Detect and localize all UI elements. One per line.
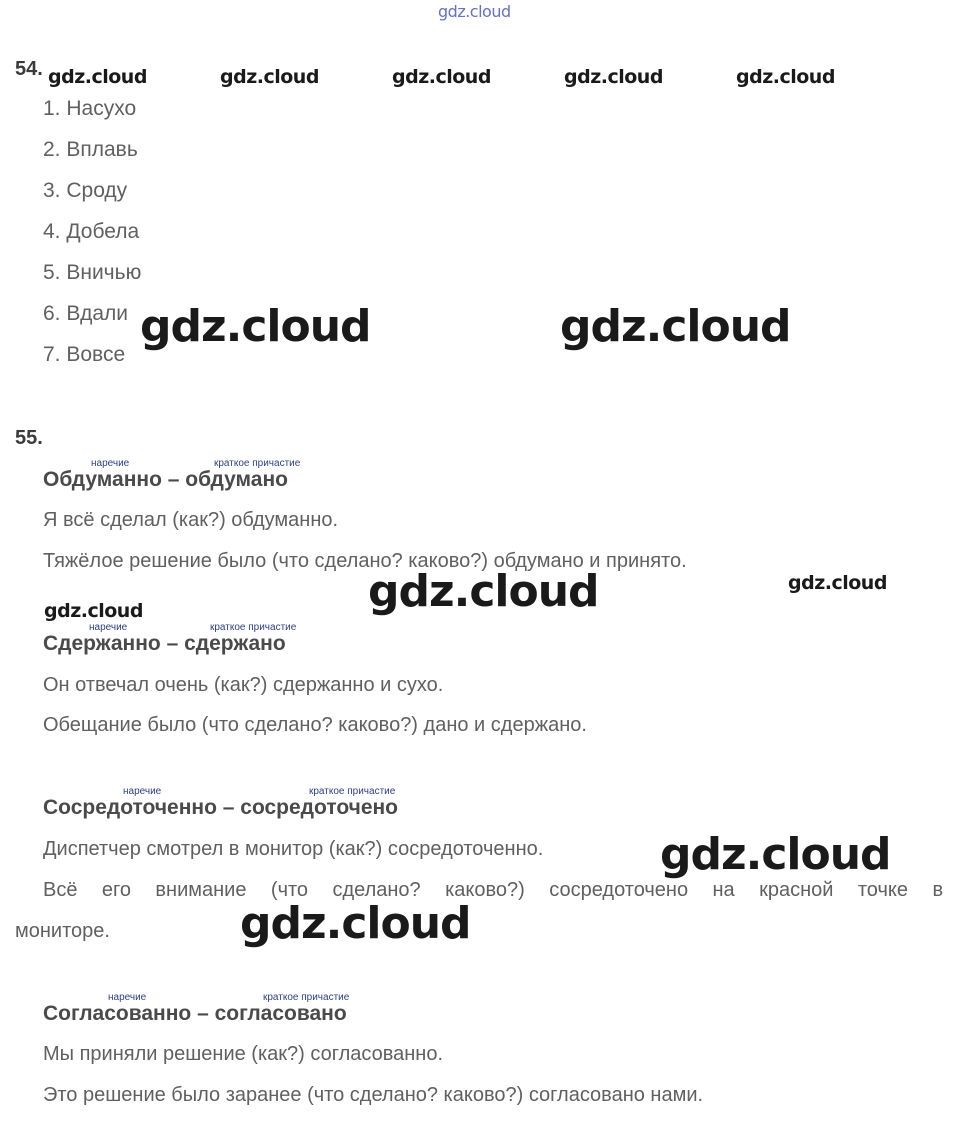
adverb-tag: наречие [108,992,147,1003]
word: точке [857,879,909,901]
watermark-top: gdz.cloud [438,2,511,21]
word: на [712,879,735,901]
watermark: gdz.cloud [240,898,471,949]
example-sentence: Я всё сделал (как?) обдуманно. [43,509,339,531]
list-item: 3. Сроду [43,179,128,202]
word-pair-heading: Согласованно – согласовано [43,1002,347,1025]
word-pair-heading: Обдуманно – обдумано [43,468,288,491]
word: в [932,879,944,901]
watermark: gdz.cloud [564,66,663,88]
watermark: gdz.cloud [788,572,887,594]
watermark: gdz.cloud [560,301,791,352]
watermark: gdz.cloud [140,301,371,352]
list-item: 7. Вовсе [43,343,126,366]
watermark: gdz.cloud [44,600,143,622]
word: Всё [43,879,78,901]
example-sentence: Тяжёлое решение было (что сделано? каково?) обдумано и принято. [43,550,687,572]
adverb-tag: наречие [123,786,162,797]
watermark: gdz.cloud [220,66,319,88]
word: его [101,879,131,901]
participle-tag: краткое причастие [263,992,350,1003]
word-pair-heading: Сдержанно – сдержано [43,632,286,655]
word: внимание [155,879,247,901]
example-sentence: Мы приняли решение (как?) согласованно. [43,1043,443,1065]
example-sentence-continuation: мониторе. [15,920,110,942]
example-sentence: Это решение было заранее (что сделано? каково?) согласовано нами. [43,1084,704,1106]
adverb-tag: наречие [91,458,130,469]
word: сосредоточено [549,879,689,901]
watermark: gdz.cloud [736,66,835,88]
participle-tag: краткое причастие [210,622,297,633]
list-item: 4. Добела [43,220,140,243]
word: красной [759,879,834,901]
word: сделано? [332,879,421,901]
watermark: gdz.cloud [660,829,891,880]
participle-tag: краткое причастие [309,786,396,797]
example-sentence: Обещание было (что сделано? каково?) дано и сдержано. [43,714,587,736]
watermark: gdz.cloud [48,66,147,88]
adverb-tag: наречие [89,622,128,633]
exercise-number-55: 55. [15,427,43,449]
example-sentence-justified [43,879,943,902]
list-item: 1. Насухо [43,97,137,120]
list-item: 5. Вничью [43,261,142,284]
watermark: gdz.cloud [392,66,491,88]
word-pair-heading: Сосредоточенно – сосредоточено [43,796,399,819]
word: каково?) [445,879,525,901]
example-sentence: Диспетчер смотрел в монитор (как?) сосредоточенно. [43,838,544,860]
word: (что [270,879,309,901]
list-item: 6. Вдали [43,302,129,325]
list-item: 2. Вплавь [43,138,138,161]
example-sentence: Он отвечал очень (как?) сдержанно и сухо. [43,674,444,696]
participle-tag: краткое причастие [214,458,301,469]
exercise-number-54: 54. [15,58,43,80]
watermark: gdz.cloud [368,566,599,617]
